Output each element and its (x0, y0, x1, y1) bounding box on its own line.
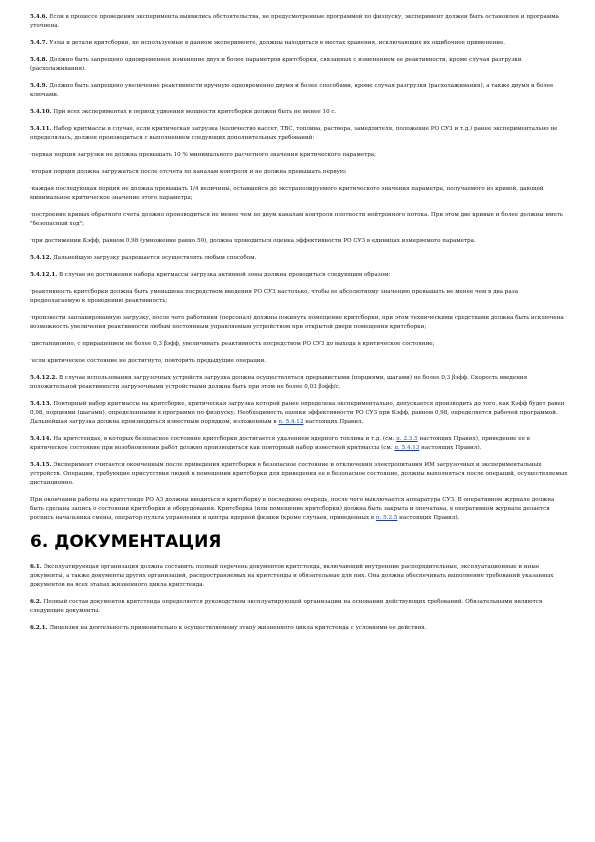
paragraph-text: Должно быть запрещено одновременное изменение двух и более параметров критсборки, связанных с изменением ее реактивности, кроме случая разгрузки (расхолаживания). (30, 57, 522, 72)
paragraph-5-4-10 (30, 108, 568, 117)
link-p-2-3-5[interactable]: п. 2.3.5 (396, 436, 418, 442)
list-item: ·первая порция загрузки не должна превышать 10 % минимального расчетного значения критического параметра; (30, 152, 377, 158)
paragraph-text: настоящих Правил), приведение ее в критическое состояние при возобновлении работ должно производиться как повторный набор известной критмассы (см. (30, 436, 530, 451)
list-item: ·при достижении Кэфф, равном 0,98 (умножение равно 50), должна проводиться оценка эффективности РО СУЗ в единицах измеряемого параметра. (30, 238, 476, 244)
paragraph-text: Лицензия на деятельность применительно к осуществляемому этапу жизненного цикла критстенда с условиями ее действия. (49, 625, 427, 631)
paragraph-5-4-15 (30, 461, 568, 488)
link-p-5-2-5[interactable]: п. 5.2.5 (375, 515, 398, 521)
document-page (30, 13, 568, 641)
paragraph-text: При окончании работы на критстенде РО АЗ должны вводиться в критсборку в последнюю очередь, после чего выключается аппаратура СУЗ. В оперативном журнале должна быть сделана запись о состоянии критсборки и оборудования. Критсборка (или помещение критсборки) должна быть закрыта и опечатана, в оперативном журнале делается роспись начальника смены, оператор пульта управления и центра ядерной физики (кроме случаев, приведенных в (30, 497, 555, 521)
paragraph-number: 6.1. (30, 564, 42, 570)
paragraph-number: 5.4.6. (30, 14, 48, 20)
paragraph-5-4-11 (30, 125, 568, 143)
paragraph-5-4-6 (30, 13, 568, 31)
link-p-5-4-12[interactable]: п. 5.4.12 (278, 419, 304, 425)
paragraph-number: 5.4.9. (30, 83, 48, 89)
paragraph-text: настоящих Правил). (419, 445, 482, 451)
paragraph-text: настоящих Правил. (303, 419, 364, 425)
list-item-text: построение кривых обратного счета должно производиться не менее чем по двум каналам контроля плотности нейтронного потока. При этом две кривые и более должны иметь "безопасный ход"; (30, 212, 563, 227)
list-item-text: реактивность критсборки должна быть уменьшена посредством введения РО СУЗ настолько, чтобы ее абсолютному значению превышать не менее чем в два раза предполагаемую к проведению реактивность; (30, 289, 519, 304)
paragraph-text: Эксплуатирующая организация должна составить полный перечень документов критстенда, включающий внутренние распорядительные, эксплуатационные и иные документы, а также документы других организаций, распространяемых на критстенды и обязательные для них. Она должна обеспечивать выполнение требований указанных документов на всех этапах жизненного цикла критстенда. (30, 564, 554, 588)
paragraph-number: 6.2. (30, 599, 42, 605)
paragraph-text: Полный состав документов критстенда определяется руководством эксплуатирующей организации на основании действующих требований. Обязательными являются следующие документы. (30, 599, 543, 614)
paragraph-number: 5.4.12. (30, 255, 52, 261)
paragraph-text: настоящих Правил). (397, 515, 460, 521)
paragraph-5-4-13 (30, 400, 568, 427)
paragraph-number: 5.4.12.2. (30, 375, 58, 381)
paragraph-number: 5.4.7. (30, 40, 48, 46)
paragraph-text: Эксперимент считается оконченным после приведения критсборки в безопасное состояние и отключения электропитания ИМ загрузочных и экспериментальных устройств. Операции, требующие присутствия людей в помещении критсборки для приведения ее в безопасное состояние, должны выполняться после операций, осуществляемых дистанционно. (30, 462, 568, 486)
paragraph-5-4-12 (30, 254, 568, 263)
link-p-5-4-13[interactable]: п. 5.4.13 (394, 445, 420, 451)
paragraph-6-2 (30, 598, 568, 616)
list-item: ·каждая последующая порция не должна превышать 1/4 величины, оставшейся до экстраполируемого критического значения параметра, получаемого из кривой, дающей минимальное критическое значение этого параметра; (30, 186, 544, 201)
paragraph-text: При всех экспериментах в период удвоения мощности критсборки должен быть не менее 10 с. (53, 109, 337, 115)
list-item: ·если критическое состояние не достигнуто, повторить предыдущие операции. (30, 358, 267, 364)
paragraph-number: 5.4.11. (30, 126, 52, 132)
paragraph-6-1 (30, 563, 568, 590)
paragraph-number: 5.4.15. (30, 462, 52, 468)
paragraph-5-4-12-2 (30, 374, 568, 392)
paragraph-5-4-7 (30, 39, 568, 48)
paragraph-text: Узлы и детали критсборки, не используемые в данном эксперименте, должны находиться в местах хранения, исключающих их ошибочное применение. (49, 40, 506, 46)
paragraph-5-4-9 (30, 82, 568, 100)
list-item: ·вторая порция должна загружаться после отсчета по каналам контроля и не должна превышать первую; (30, 169, 347, 175)
paragraph-text: Набор критмассы в случае, если критическая загрузка (количество кассет, ТВС, топлива, раствора, замедлителя, положение РО СУЗ и т.д.) ранее экспериментально не определялась, должен производиться с выполнением следующих дополнительных требований: (30, 126, 558, 141)
list-item: ·дистанционно, с приращением не более 0,3 βэфф, увеличивать реактивность посредством РО СУЗ до выхода в критическое состояние; (30, 341, 435, 347)
paragraph-5-4-14 (30, 435, 568, 453)
list-item-text: дистанционно, с приращением не более 0,3 βэфф, увеличивать реактивность посредством РО СУЗ до выхода в критическое состояние; (31, 341, 435, 347)
list-item-text: каждая последующая порция не должна превышать 1/4 величины, оставшейся до экстраполируемого критического значения параметра, получаемого из кривой, дающей минимальное критическое значение этого параметра; (30, 186, 544, 201)
list-item-text: при достижении Кэфф, равном 0,98 (умножение равно 50), должна проводиться оценка эффективности РО СУЗ в единицах измеряемого параметра. (31, 238, 476, 244)
paragraph-text: Повторный набор критмассы на критсборке, критическая загрузка которой ранее определена экспериментально, допускается производить до того, как Кэфф будет равен 0,98, порциями (шагами), определенными в программе по физпуску. Необходимость оценки эффективности РО СУЗ при Кэфф, равном 0,98, определяется рабочей программой. Дальнейшая загрузка должна производиться известным порядком, изложенным в (30, 401, 565, 425)
paragraph-number: 5.4.10. (30, 109, 52, 115)
list-item: ·реактивность критсборки должна быть уменьшена посредством введения РО СУЗ настолько, чтобы ее абсолютному значению превышать не менее чем в два раза предполагаемую к проведению реактивность; (30, 289, 519, 304)
paragraph-end-of-work (30, 496, 568, 523)
list-item-text: первая порция загрузки не должна превышать 10 % минимального расчетного значения критического параметра; (31, 152, 377, 158)
list-item-text: вторая порция должна загружаться после отсчета по каналам контроля и не должна превышать первую; (31, 169, 347, 175)
list-item-text: произвести запланированную загрузку, после чего работники (персонал) должны покинуть помещение критсборки, при этом техническими средствами должна быть исключена возможность увеличения реактивности любым постоянным управляемым устройством при открытой двери помещения критсборки; (30, 315, 564, 330)
paragraph-text: В случае не достижения набора критмассы загрузка активной зоны должна проводиться следующим образом: (59, 272, 391, 278)
paragraph-text: Если в процессе проведения эксперимента выявились обстоятельства, не предусмотренные программой по физпуску, эксперимент должен быть остановлен и программа уточнена. (30, 14, 559, 29)
paragraph-text: Дальнейшую загрузку разрешается осуществлять любым способом. (53, 255, 257, 261)
paragraph-6-2-1 (30, 624, 568, 633)
paragraph-5-4-12-1 (30, 271, 568, 280)
paragraph-number: 5.4.12.1. (30, 272, 58, 278)
paragraph-number: 5.4.13. (30, 401, 52, 407)
paragraph-text: В случае использования загрузочных устройств загрузка должна осуществляться прерывистыми (порциями, шагами) не более 0,3 βэфф. Скорость введения положительной реактивности загрузочными устройствами должна быть при этом не более 0,03 βэфф/с. (30, 375, 528, 390)
paragraph-number: 5.4.14. (30, 436, 52, 442)
list-item: ·построение кривых обратного счета должно производиться не менее чем по двум каналам контроля плотности нейтронного потока. При этом две кривые и более должны иметь "безопасный ход"; (30, 212, 563, 227)
paragraph-number: 5.4.8. (30, 57, 48, 63)
paragraph-number: 6.2.1. (30, 625, 48, 631)
paragraph-text: Должно быть запрещено увеличение реактивности вручную одновременно двумя и более способами, кроме случая разгрузки (расхолаживания), а также двумя и более ключами. (30, 83, 554, 98)
paragraph-5-4-8 (30, 56, 568, 74)
section-heading: 6. ДОКУМЕНТАЦИЯ (30, 532, 222, 552)
paragraph-text: На критстендах, в которых безопасное состояние критсборки достигается удалением ядерного топлива и т.д. (см. (53, 436, 397, 442)
list-item-text: если критическое состояние не достигнуто, повторить предыдущие операции. (31, 358, 267, 364)
list-item: ·произвести запланированную загрузку, после чего работники (персонал) должны покинуть помещение критсборки, при этом техническими средствами должна быть исключена возможность увеличения реактивности любым постоянным управляемым устройством при открытой двери помещения критсборки; (30, 315, 564, 330)
